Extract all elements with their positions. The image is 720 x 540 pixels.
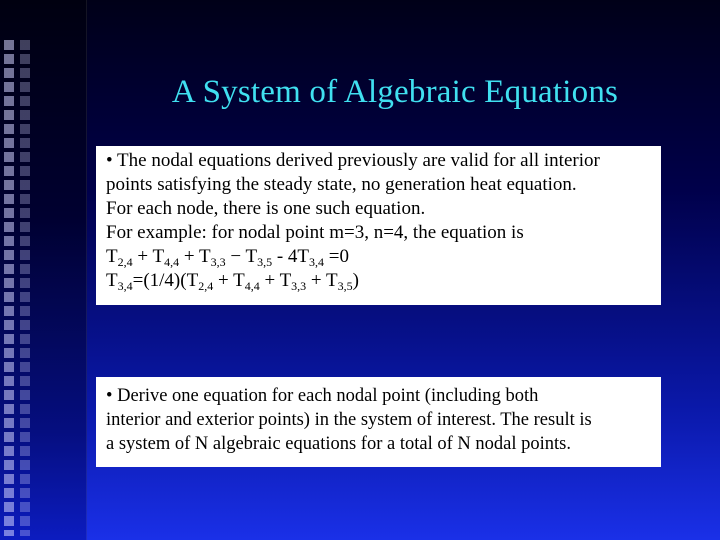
decorative-square-pattern-secondary [20,40,36,536]
eq1-term-2-sub: 3,3 [210,255,226,269]
eq1-term-1-op: + [132,246,153,267]
eq1-tail: =0 [324,246,349,267]
eq2-term-3-op: + [306,270,327,291]
text-line: • Derive one equation for each nodal point (including both [106,386,539,406]
eq1-term-4-op: - 4 [272,246,298,267]
text-line: For example: for nodal point m=3, n=4, the equation is [106,222,524,243]
eq1-term-3-op: − [225,246,246,267]
text-line: a system of N algebraic equations for a total of N nodal points. [106,434,571,454]
slide-title: A System of Algebraic Equations [171,74,619,110]
eq2-term-1-sub: 4,4 [244,279,260,293]
eq1-term-0-sub: 2,4 [117,255,133,269]
text-line: For each node, there is one such equation. [106,198,426,219]
eq2-lhs-sub: 3,4 [117,279,133,293]
eq2-lhs-base: T [106,270,118,291]
decorative-side-strip [0,0,87,540]
eq2-mid: =(1/4)( [132,270,187,291]
eq1-term-1-sub: 4,4 [164,255,180,269]
eq1-term-4-base: T [297,246,309,267]
eq2-term-3-base: T [326,270,338,291]
content-box-system-summary [96,377,661,467]
eq2-term-0-sub: 2,4 [198,279,214,293]
text-line: interior and exterior points) in the system of interest. The result is [106,410,592,430]
eq2-term-2-sub: 3,3 [291,279,307,293]
eq1-term-2-base: T [198,246,211,267]
eq1-term-3-base: T [245,246,258,267]
equation-average [106,270,359,292]
eq2-term-2-base: T [279,270,292,291]
eq2-tail: ) [352,270,359,291]
eq2-term-2-op: + [259,270,280,291]
eq1-term-2-op: + [179,246,199,267]
eq2-term-1-base: T [233,270,245,291]
eq2-term-0-base: T [186,270,199,291]
equation-sum-zero [106,246,349,268]
eq1-term-3-sub: 3,5 [257,255,273,269]
eq2-term-1-op: + [213,270,234,291]
eq1-term-4-sub: 3,4 [309,255,324,269]
eq2-term-3-sub: 3,5 [337,279,353,293]
eq1-term-0-base: T [106,246,118,267]
text-line: • The nodal equations derived previously are valid for all interior [106,150,600,171]
content-box-nodal-equations [96,146,661,305]
eq1-term-1-base: T [152,246,165,267]
text-line: points satisfying the steady state, no generation heat equation. [106,174,577,195]
decorative-square-pattern [4,40,20,536]
